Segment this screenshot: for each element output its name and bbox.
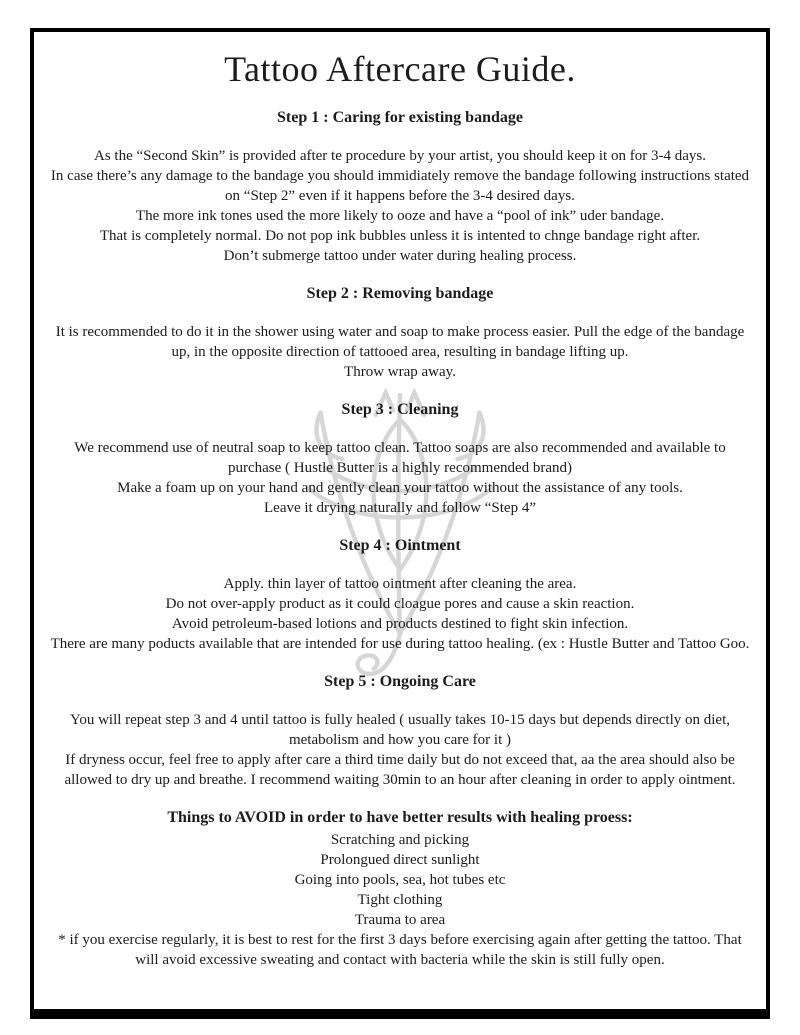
document-content <box>34 32 766 978</box>
avoid-item: Going into pools, sea, hot tubes etc <box>294 872 506 888</box>
paragraph: Do not over-apply product as it could cloague pores and cause a skin reaction. <box>165 596 635 612</box>
paragraph: Throw wrap away. <box>344 364 456 380</box>
page-title: Tattoo Aftercare Guide. <box>224 49 576 89</box>
paragraph: In case there’s any damage to the bandage you should immidiately remove the bandage following instructions stated on “Step 2” even if it happens before the 3-4 desired days. <box>50 168 750 204</box>
paragraph: You will repeat step 3 and 4 until tattoo is fully healed ( usually takes 10-15 days but depends directly on diet, metabolism and how you care for it ) <box>69 712 731 748</box>
paragraph: Avoid petroleum-based lotions and products destined to fight skin infection. <box>171 616 629 632</box>
paragraph: Make a foam up on your hand and gently clean your tattoo without the assistance of any tools. <box>117 480 683 496</box>
section-step-2 <box>46 284 754 382</box>
paragraph: Don’t submerge tattoo under water during healing process. <box>223 248 577 264</box>
avoid-heading: Things to AVOID in order to have better results with healing proess: <box>167 809 633 826</box>
step-1-heading: Step 1 : Caring for existing bandage <box>277 109 523 126</box>
paragraph: That is completely normal. Do not pop ink bubbles unless it is intented to chnge bandage right after. <box>99 228 701 244</box>
avoid-item: Tight clothing <box>357 892 443 908</box>
paragraph: The more ink tones used the more likely to ooze and have a “pool of ink” uder bandage. <box>135 208 665 224</box>
section-step-3 <box>46 400 754 518</box>
step-2-heading: Step 2 : Removing bandage <box>306 285 494 302</box>
paragraph: Apply. thin layer of tattoo ointment after cleaning the area. <box>223 576 577 592</box>
avoid-item: Prolongued direct sunlight <box>320 852 480 868</box>
avoid-item: Scratching and picking <box>330 832 470 848</box>
section-step-4 <box>46 536 754 654</box>
paragraph: Leave it drying naturally and follow “Step 4” <box>264 500 536 516</box>
avoid-item: Trauma to area <box>354 912 446 928</box>
page-border-frame <box>30 28 770 1019</box>
paragraph: It is recommended to do it in the shower using water and soap to make process easier. Pull the edge of the bandage up, in the opposite direction of tattooed area, resulting in bandage lifting up. <box>55 324 745 360</box>
section-step-1 <box>46 108 754 266</box>
paragraph: If dryness occur, feel free to apply after care a third time daily but do not exceed that, aa the area should also be allowed to dry up and breathe. I recommend waiting 30min to an hour after cleaning in order to apply ointment. <box>64 752 736 788</box>
exercise-footnote: * if you exercise regularly, it is best to rest for the first 3 days before exercising again after getting the tattoo. That will avoid excessive sweating and contact with bacteria while the skin is still fully open. <box>58 932 742 968</box>
step-3-heading: Step 3 : Cleaning <box>341 401 459 418</box>
section-step-5 <box>46 672 754 790</box>
section-things-to-avoid <box>46 808 754 970</box>
step-5-heading: Step 5 : Ongoing Care <box>324 673 476 690</box>
step-4-heading: Step 4 : Ointment <box>339 537 461 554</box>
paragraph: As the “Second Skin” is provided after te procedure by your artist, you should keep it on for 3-4 days. <box>94 148 706 164</box>
paragraph: We recommend use of neutral soap to keep tattoo clean. Tattoo soaps are also recommended and available to purchase ( Hustle Butter is a highly recommended brand) <box>74 440 726 476</box>
paragraph: There are many poducts available that are intended for use during tattoo healing. (ex : Hustle Butter and Tattoo Goo. <box>50 636 750 652</box>
